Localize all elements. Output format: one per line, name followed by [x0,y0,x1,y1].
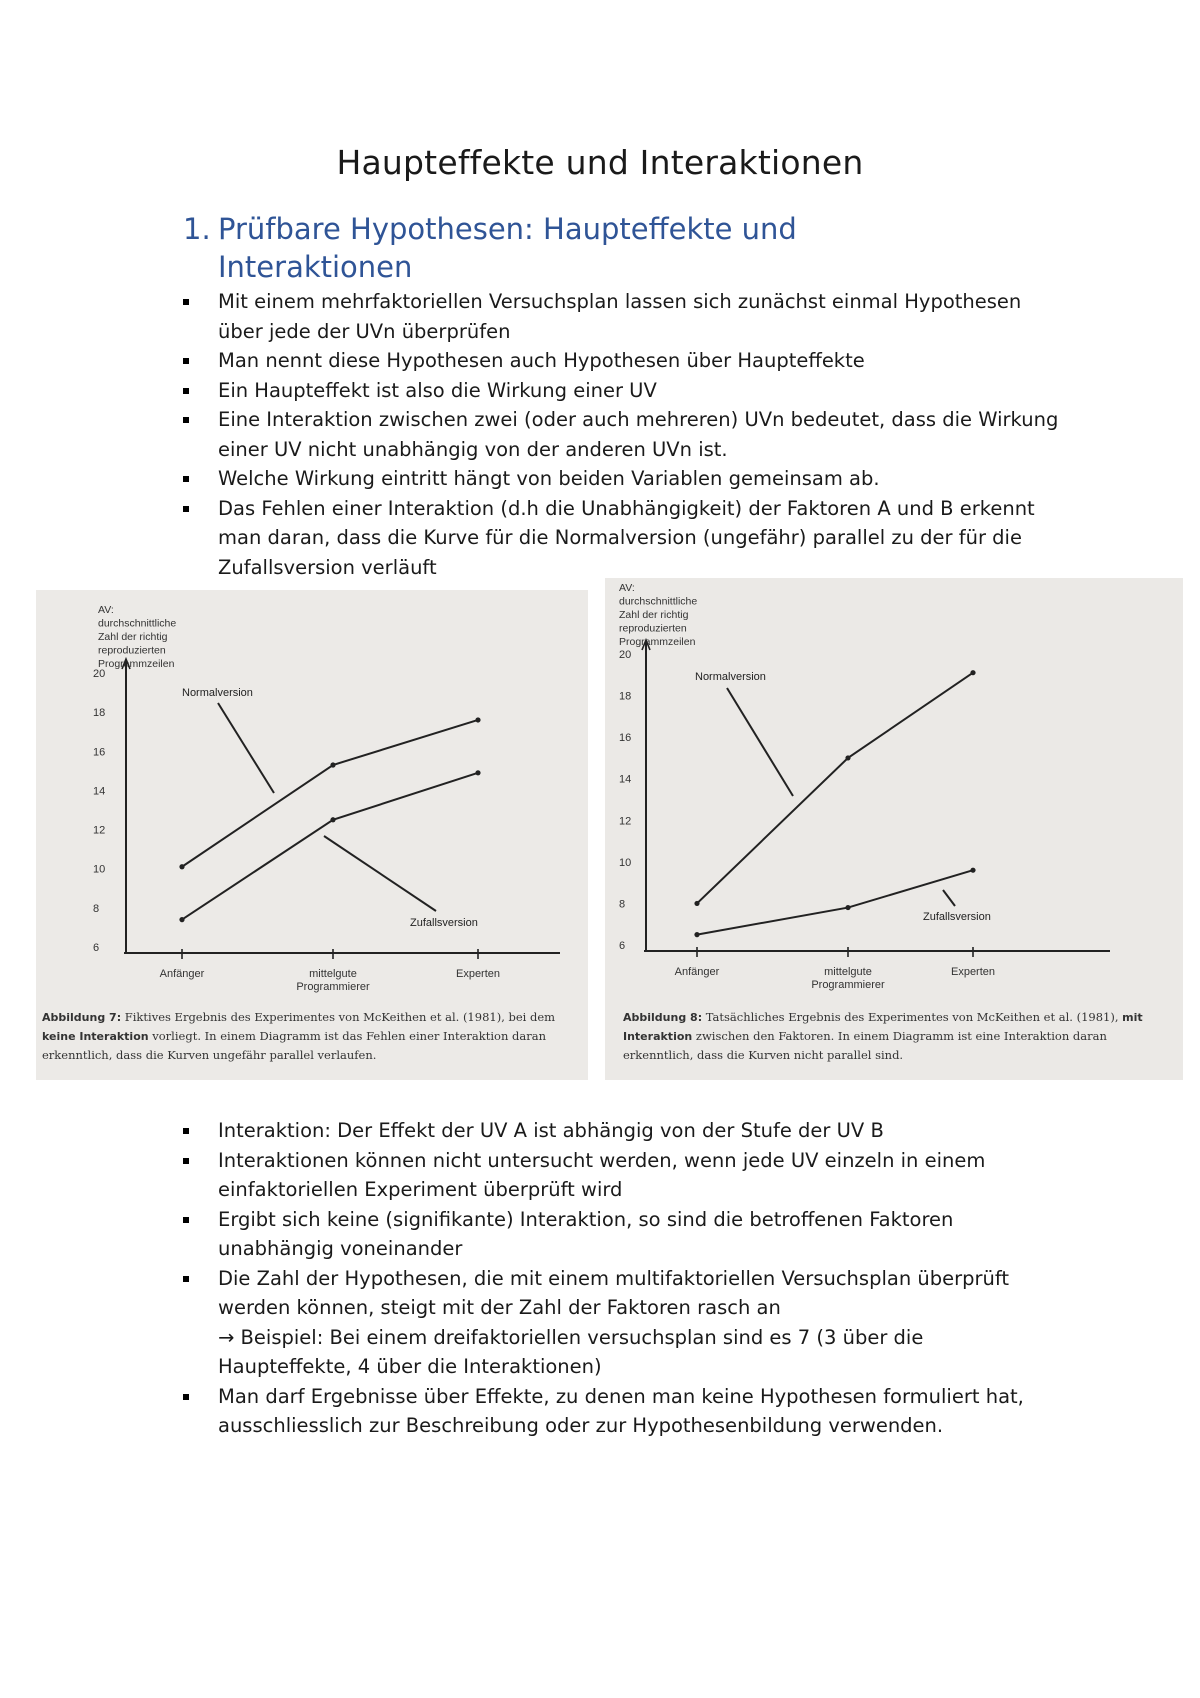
page-title: Haupteffekte und Interaktionen [336,143,864,182]
data-point [970,868,975,873]
data-point [694,932,699,937]
y-axis-label-line: AV: [619,582,635,594]
y-axis-label-line: Programmzeilen [619,636,696,648]
bullet-square-icon [183,388,189,394]
data-point [475,770,480,775]
series-label-leader [727,688,793,796]
y-tick-label: 8 [619,898,626,911]
y-axis-label-line: reproduzierten [98,644,166,657]
list-item-text: Die Zahl der Hypothesen, die mit einem multifaktoriellen Versuchsplan überprüft werden können, steigt mit der Zahl der Faktoren rasch an [218,1266,1010,1319]
bullet-square-icon [183,1276,189,1282]
series-label-normalversion: Normalversion [182,687,253,699]
bullet-square-icon [183,1217,189,1223]
section-heading-text: Prüfbare Hypothesen: Haupteffekte und Interaktionen [218,212,797,284]
list-item-text: Interaktion: Der Effekt der UV A ist abhängig von der Stufe der UV B [218,1119,884,1142]
list-item-text: Das Fehlen einer Interaktion (d.h die Unabhängigkeit) der Faktoren A und B erkennt man daran, dass die Kurve für die Normalversion (ungefähr) parallel zu der für die Zufallsversion verläuft [218,496,1035,579]
caption-text: zwischen den Faktoren. In einem Diagramm ist eine Interaktion daran erkenntlich, dass die Kurven nicht parallel sind. [623,1029,1107,1062]
list-item [183,1264,1063,1382]
list-item-text: Welche Wirkung eintritt hängt von beiden Variablen gemeinsam ab. [218,467,880,490]
bullet-square-icon [183,358,189,364]
y-axis-label-line: durchschnittliche [619,595,698,608]
data-point [845,905,850,910]
y-tick-label: 6 [93,942,100,954]
caption-bold: mit Interaktion [623,1011,1143,1043]
example-text: → Beispiel: Bei einem dreifaktoriellen versuchsplan sind es 7 (3 über die Haupteffekte, 4 über die Interaktionen) [218,1325,924,1378]
bullet-square-icon [183,1158,189,1164]
bullet-list-bottom [183,1116,1063,1441]
data-point [179,917,184,922]
caption-label: Abbildung 7: [42,1011,122,1024]
bullet-list-top [183,287,1063,582]
section-heading [183,210,943,286]
list-item-text: Ein Haupteffekt ist also die Wirkung einer UV [218,378,657,402]
list-item [183,464,1063,494]
x-tick-label: mittelgute [824,966,872,978]
x-tick-label: Anfänger [159,968,205,980]
x-tick-label: Programmierer [296,981,370,993]
series-label-normalversion: Normalversion [695,671,766,683]
y-tick-label: 10 [93,863,106,876]
chart-abbildung-7 [36,590,588,1010]
y-tick-label: 14 [93,785,106,798]
bullet-square-icon [183,1394,189,1400]
list-item [183,1146,1063,1205]
y-tick-label: 14 [619,773,632,786]
list-item [183,376,1063,406]
data-point [179,864,184,869]
series-line-normalversion [182,720,478,867]
chart-abbildung-8 [605,578,1183,1010]
y-tick-label: 18 [619,690,632,703]
y-tick-label: 12 [93,824,106,837]
list-item [183,346,1063,376]
y-axis-label-line: Zahl der richtig [619,609,689,621]
x-tick-label: Programmierer [811,979,885,991]
data-point [330,817,335,822]
list-item [183,494,1063,583]
list-item-text: Eine Interaktion zwischen zwei (oder auch mehreren) UVn bedeutet, dass die Wirkung einer UV nicht unabhängig von der anderen UVn ist. [218,408,1059,461]
figure-caption [623,1008,1168,1065]
x-tick-label: Anfänger [674,966,720,978]
series-line-zufallsversion [697,870,973,934]
y-axis-label-line: Zahl der richtig [98,631,168,643]
y-tick-label: 12 [619,815,632,828]
figure-caption [42,1008,582,1065]
data-point [330,762,335,767]
x-tick-label: mittelgute [309,968,357,980]
caption-bold: keine Interaktion [42,1030,149,1043]
figure-abbildung-8 [605,578,1183,1080]
y-axis-label-line: AV: [98,604,114,616]
series-label-zufallsversion: Zufallsversion [410,917,478,929]
y-axis-label-line: durchschnittliche [98,617,177,630]
y-tick-label: 16 [93,746,106,759]
list-item [183,1382,1063,1441]
y-axis-label-line: reproduzierten [619,622,687,635]
bullet-square-icon [183,417,189,423]
section-number: 1. [183,212,211,246]
list-item-text: Man darf Ergebnisse über Effekte, zu denen man keine Hypothesen formuliert hat, ausschliesslich zur Beschreibung oder zur Hypothesenbildung verwenden. [218,1384,1024,1437]
y-tick-label: 20 [93,668,106,680]
series-line-zufallsversion [182,773,478,920]
data-point [845,755,850,760]
y-tick-label: 6 [619,940,626,952]
list-item [183,1116,1063,1146]
data-point [970,670,975,675]
y-tick-label: 10 [619,856,632,869]
y-tick-label: 16 [619,732,632,745]
series-label-zufallsversion: Zufallsversion [923,911,991,923]
caption-text: Tatsächliches Ergebnis des Experimentes von McKeithen et al. (1981), [705,1010,1119,1024]
list-item [183,1205,1063,1264]
y-tick-label: 8 [93,902,100,915]
y-tick-label: 18 [93,707,106,720]
figure-abbildung-7 [36,590,588,1080]
list-item-text: Mit einem mehrfaktoriellen Versuchsplan lassen sich zunächst einmal Hypothesen über jede der UVn überprüfen [218,290,1022,343]
x-tick-label: Experten [950,966,996,978]
bullet-square-icon [183,1128,189,1134]
y-axis-label-line: Programmzeilen [98,658,175,670]
list-item-text: Man nennt diese Hypothesen auch Hypothesen über Haupteffekte [218,349,865,372]
series-label-leader [324,836,436,911]
caption-label: Abbildung 8: [623,1011,703,1024]
bullet-square-icon [183,506,189,512]
list-item [183,287,1063,346]
caption-text: vorliegt. In einem Diagramm ist das Fehlen einer Interaktion daran erkenntlich, dass die Kurven ungefähr parallel verlaufen. [42,1029,546,1062]
data-point [694,901,699,906]
bullet-square-icon [183,299,189,305]
list-item [183,405,1063,464]
caption-text: Fiktives Ergebnis des Experimentes von McKeithen et al. (1981), bei dem [124,1010,556,1024]
list-item-text: Ergibt sich keine (signifikante) Interaktion, so sind die betroffenen Faktoren unabhängig voneinander [218,1207,954,1260]
y-tick-label: 20 [619,649,632,661]
bullet-square-icon [183,476,189,482]
x-tick-label: Experten [455,968,501,980]
list-item-text: Interaktionen können nicht untersucht werden, wenn jede UV einzeln in einem einfaktoriellen Experiment überprüft wird [218,1148,986,1201]
data-point [475,717,480,722]
series-label-leader [218,703,274,793]
series-label-leader [943,890,955,906]
